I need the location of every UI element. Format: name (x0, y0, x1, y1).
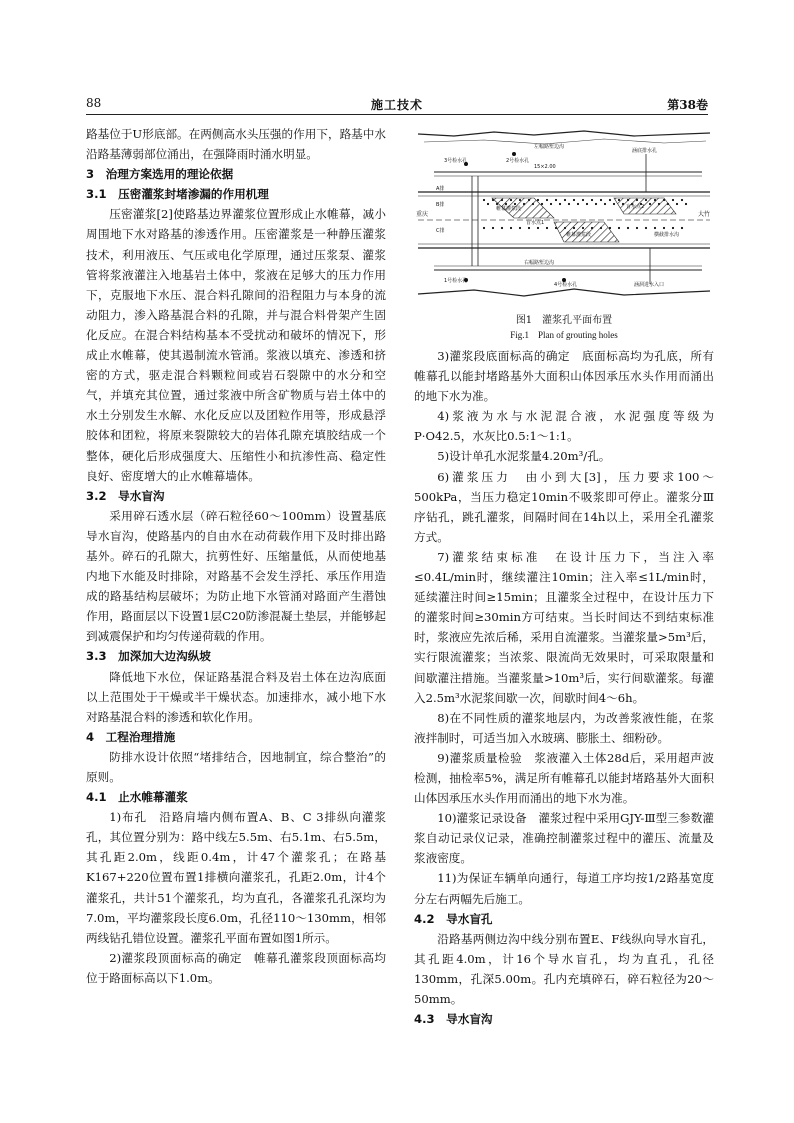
grout-hole-marker (604, 203, 606, 205)
paragraph: 9)灌浆质量检验 浆液灌入土体28d后，采用超声波检测，抽检率5%，满足所有帷幕孔以能封堵路基外大面积山体因承压水头作用而涌出的地下水为准。 (414, 750, 714, 806)
grout-hole-marker (483, 227, 485, 229)
grout-hole-marker (613, 203, 615, 205)
grout-hole-marker (537, 227, 539, 229)
section-heading: 4.3 导水盲沟 (414, 1012, 493, 1027)
grout-hole-marker (546, 199, 548, 201)
grout-hole-marker (550, 203, 552, 205)
grout-hole-marker (618, 227, 620, 229)
paragraph: 防排水设计依照“堵排结合，因地制宜，综合整治”的原则。 (86, 749, 386, 784)
journal-title: 施工技术 (370, 98, 423, 112)
figure-caption-cn: 图1 灌浆孔平面布置 (515, 315, 613, 326)
label-blind1: 盲水点1 (526, 220, 545, 226)
grout-hole-marker (591, 199, 593, 201)
figure-caption-en: Fig.1 Plan of grouting holes (510, 330, 618, 340)
grout-hole-marker (541, 203, 543, 205)
label-hole2: 2号检水孔 (506, 158, 530, 164)
label-spec: 15×2.00 (534, 164, 556, 170)
paragraph: 3)灌浆段底面标高的确定 底面标高均为孔底，所有帷幕孔以能封堵路基外大面积山体因承压水头作用而涌出的地下水为准。 (414, 349, 714, 404)
grout-hole-marker (564, 199, 566, 201)
grout-hole-marker (672, 199, 674, 201)
grout-hole-marker (663, 227, 665, 229)
grout-hole-marker (627, 227, 629, 229)
grout-hole-marker (676, 203, 678, 205)
paragraph: 压密灌浆[2]使路基边界灌浆位置形成止水帷幕，减小周围地下水对路基的渗透作用。压密灌浆是一种静压灌浆技术，利用液压、气压或电化学原理，通过压浆泵、灌浆管将浆液灌注入地基岩土体中，浆液在足够大的压力作用下，克服地下水压、混合料孔隙间的沿程阻力与本身的流动阻力，渗入路基混合料的孔隙，并与混合料骨架产生固化反应。在混合料结构基本不受扰动和破坏的情况下，形成止水帷幕，使其遏制流水管涌。浆液以填充、渗透和挤密的方式，驱走混合料颗粒间或岩石裂隙中的水分和空气，并填充其位置，通过浆液中所含矿物质与岩土体中的水土分别发生水解、水化反应以及团粒作用等，形成悬浮胶体和团粒，将原来裂隙较大的岩体孔隙充填胶结成一个整体，硬化后形成强度大、压缩性小和抗渗性高、稳定性良好、密度增大的止水帷幕墙体。 (86, 207, 386, 483)
page-number: 88 (86, 96, 102, 110)
grout-hole-marker (609, 199, 611, 201)
section-heading: 4.2 导水盲孔 (414, 911, 493, 926)
right-column-text (414, 346, 714, 1029)
paragraph: 11)为保证车辆单向通行，每道工序均按1/2路基宽度分左右两幅先后施工。 (414, 871, 714, 906)
label-hole1: 1号检水孔 (444, 278, 468, 284)
label-cutoff: 横截排水沟 (654, 232, 680, 238)
label-hole3: 3号检水孔 (444, 158, 468, 164)
right-column (414, 124, 714, 1029)
figure-grouting-plan (414, 124, 714, 314)
figure-caption (414, 314, 714, 342)
label-row-b: B排 (436, 202, 445, 208)
label-blind2: 盲水点2 (626, 204, 645, 210)
paragraph: 沿路基两侧边沟中线分别布置E、F线纵向导水盲孔，其孔距4.0m，计16个导水盲孔，均为直孔，孔径130mm，孔深5.00m。孔内充填碎石，碎石粒径为20～50mm。 (414, 931, 714, 1006)
paragraph: 6)灌浆压力 由小到大[3]，压力要求100～500kPa，当压力稳定10min不吸浆即可停止。灌浆分Ⅲ序钻孔，跳孔灌浆，间隔时间在14h以上，采用全孔灌浆方式。 (414, 469, 714, 544)
running-header (86, 96, 708, 115)
grout-hole-marker (559, 203, 561, 205)
grout-hole-marker (555, 199, 557, 201)
paragraph: 降低地下水位，保证路基混合料及岩土体在边沟底面以上范围处于干燥或半干燥状态。加速排水，减小地下水对路基混合料的渗透和软化作用。 (86, 669, 386, 724)
grout-hole-marker (595, 203, 597, 205)
grout-hole-marker (582, 199, 584, 201)
label-ditch-bottom: 右幅路堑边沟 (524, 260, 555, 266)
volume-label: 第38卷 (667, 98, 708, 112)
paragraph: 7)灌浆结束标准 在设计压力下，当注入率≤0.4L/min时，继续灌注10min；注入率≤1L/min时，延续灌注时间≥15min；且灌浆全过程中，在设计压力下的灌浆时间≥30min方可结束。当长时间达不到结束标准时，浆液应先浓后稀，采用自流灌浆。当灌浆量>5m³后，实行限流灌浆；当浓浆、限流尚无效果时，可采取限量和间歇灌注措施。当灌浆量>10m³后，实行间歇灌浆。每灌入2.5m³水泥浆间歇一次，间歇时间4～6h。 (414, 549, 714, 705)
grout-hole-marker (492, 227, 494, 229)
grout-hole-marker (510, 227, 512, 229)
grout-hole-marker (586, 203, 588, 205)
label-ditch-top: 左幅路堑边沟 (534, 144, 565, 150)
grout-hole-marker (537, 199, 539, 201)
paragraph: 5)设计单孔水泥浆量4.20m³/孔。 (437, 449, 611, 464)
section-heading: 3.2 导水盲沟 (86, 488, 165, 503)
label-row-a: A排 (436, 186, 445, 192)
grout-hole-marker (681, 199, 683, 201)
grout-hole-marker (487, 203, 489, 205)
left-column (86, 124, 386, 988)
grout-hole-marker (654, 227, 656, 229)
label-entry: 涵洞进水入口 (634, 282, 665, 288)
label-right-end: 大竹 (698, 211, 711, 218)
paragraph: 1)布孔 沿路肩墙内侧布置A、B、C 3排纵向灌浆孔，其位置分别为：路中线左5.5m、右5.1m、右5.5m，其孔距2.0m，线距0.4m，计47个灌浆孔；在路基K167+220位置布置1排横向灌浆孔，孔距2.0m，计4个灌浆孔，共计51个灌浆孔，均为直孔，各灌浆孔孔深均为7.0m，平均灌浆段长度6.0m，孔径110～130mm，相邻两线钻孔错位设置。灌浆孔平面布置如图1所示。 (86, 810, 386, 945)
paragraph: 4)浆液为水与水泥混合液，水泥强度等级为P·O42.5，水灰比0.5:1～1:1。 (414, 409, 714, 444)
grout-hole-marker (483, 199, 485, 201)
label-section2: 帷幕灌浆段 (566, 232, 592, 238)
section-heading: 3 治理方案选用的理论依据 (86, 167, 234, 182)
grout-hole-marker (546, 227, 548, 229)
paragraph: 路基位于U形底部。在两侧高水头压强的作用下，路基中水沿路基薄弱部位涌出，在强降雨时涌水明显。 (86, 127, 386, 162)
grout-hole-marker (528, 227, 530, 229)
paragraph: 8)在不同性质的灌浆地层内，为改善浆液性能，在浆液拌制时，可适当加入水玻璃、膨胀土、细粉砂。 (414, 710, 714, 745)
grout-hole-marker (600, 199, 602, 201)
grout-hole-marker (573, 199, 575, 201)
label-left-end: 重庆 (416, 211, 429, 218)
grout-hole-marker (672, 227, 674, 229)
grouting-plan-diagram (414, 124, 714, 314)
grout-hole-marker (519, 227, 521, 229)
label-outlet: 涵底排水孔 (632, 148, 658, 154)
label-row-c: C排 (436, 228, 445, 234)
label-hole4: 4号检水孔 (554, 282, 578, 288)
grout-hole-marker (501, 227, 503, 229)
paragraph: 2)灌浆段顶面标高的确定 帷幕孔灌浆段顶面标高均位于路面标高以下1.0m。 (86, 950, 386, 985)
grout-hole-marker (645, 227, 647, 229)
paragraph: 10)灌浆记录设备 灌浆过程中采用GJY-Ⅲ型三参数灌浆自动记录仪记录，准确控制灌浆过程中的灌压、流量及浆液密度。 (414, 811, 714, 866)
grout-hole-marker (568, 203, 570, 205)
grout-hole-marker (636, 227, 638, 229)
grout-hole-marker (685, 203, 687, 205)
section-heading: 3.3 加深加大边沟纵坡 (86, 649, 211, 664)
paragraph: 采用碎石透水层（碎石粒径60～100mm）设置基底导水盲沟，使路基内的自由水在动荷载作用下及时排出路基外。碎石的孔隙大，抗剪性好、压缩量低，从而使地基内地下水能及时排除，对路基不会发生浮托、承压作用造成的路基结构层破坏；为防止地下水管涌对路面产生潜蚀作用，路面层以下设置1层C20防渗混凝土垫层，并能够起到减震保护和均匀传递荷载的作用。 (86, 508, 386, 644)
label-section1: 帷幕灌浆段 (496, 206, 522, 212)
section-heading: 4.1 止水帷幕灌浆 (86, 790, 188, 805)
section-heading: 4 工程治理措施 (86, 729, 176, 744)
section-heading: 3.1 压密灌浆封堵渗漏的作用机理 (86, 187, 269, 202)
grout-hole-marker (681, 227, 683, 229)
grout-hole-marker (577, 203, 579, 205)
